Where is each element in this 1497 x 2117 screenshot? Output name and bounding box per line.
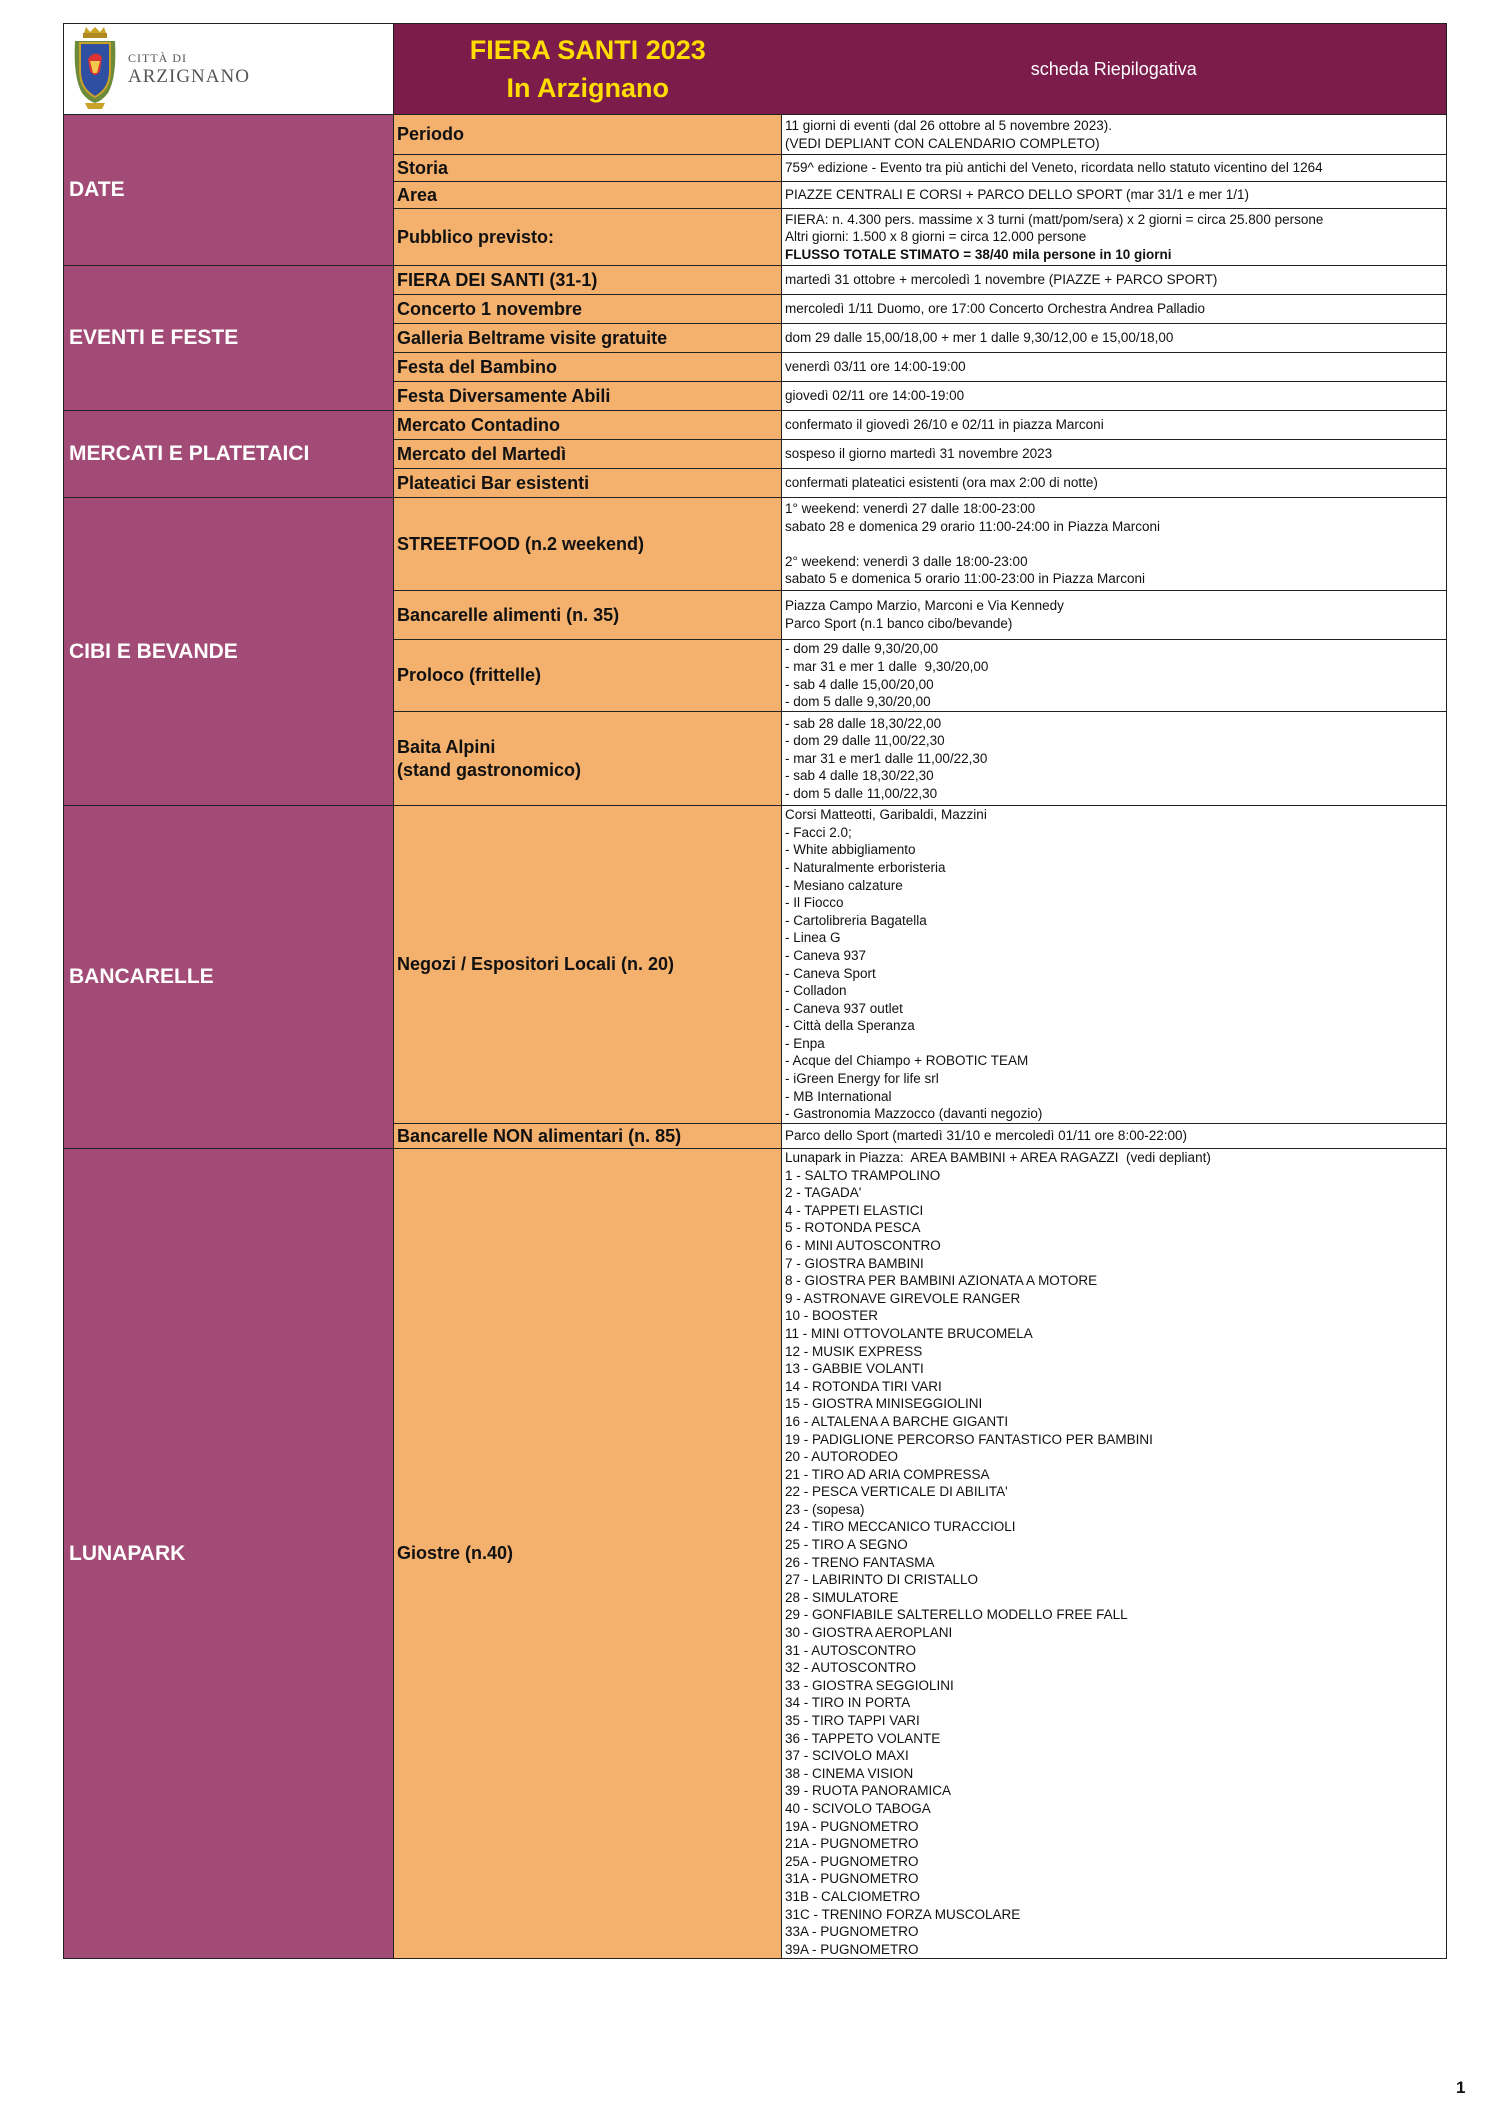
- row-detail: [782, 411, 1447, 440]
- detail-line: - Il Fiocco: [785, 895, 844, 911]
- detail-line: FIERA: n. 4.300 pers. massime x 3 turni (matt/pom/sera) x 2 giorni = circa 25.800 persone: [785, 211, 1324, 227]
- detail-line: - mar 31 e mer 1 dalle 9,30/20,00: [785, 658, 989, 674]
- logo-city-label: CITTÀ DI: [128, 50, 187, 65]
- detail-line: - Cartolibreria Bagatella: [785, 912, 927, 928]
- detail-line: - sab 4 dalle 18,30/22,30: [785, 768, 934, 784]
- row-label: Baita Alpini (stand gastronomico): [394, 712, 782, 806]
- detail-line: PIAZZE CENTRALI E CORSI + PARCO DELLO SPORT (mar 31/1 e mer 1/1): [785, 187, 1250, 203]
- detail-line: 39A - PUGNOMETRO: [785, 1941, 919, 1957]
- detail-line: Parco Sport (n.1 banco cibo/bevande): [785, 616, 1013, 631]
- logo-cell: [64, 24, 394, 115]
- detail-line: - dom 5 dalle 9,30/20,00: [785, 694, 931, 710]
- detail-line: 21 - TIRO AD ARIA COMPRESSA: [785, 1466, 990, 1482]
- row-detail: [782, 324, 1447, 353]
- detail-line: 31C - TRENINO FORZA MUSCOLARE: [785, 1906, 1021, 1922]
- detail-line: 36 - TAPPETO VOLANTE: [785, 1730, 941, 1746]
- row-detail: [782, 382, 1447, 411]
- detail-line: 26 - TRENO FANTASMA: [785, 1554, 935, 1570]
- detail-line: 25 - TIRO A SEGNO: [785, 1537, 908, 1553]
- row-detail: [782, 295, 1447, 324]
- detail-line: 33A - PUGNOMETRO: [785, 1924, 919, 1940]
- detail-line: 40 - SCIVOLO TABOGA: [785, 1800, 931, 1816]
- detail-line: Altri giorni: 1.500 x 8 giorni = circa 12.000 persone: [785, 229, 1087, 245]
- category-cell: BANCARELLE: [64, 806, 394, 1149]
- row-detail: [782, 1124, 1447, 1149]
- row-label: Concerto 1 novembre: [394, 295, 782, 324]
- detail-line: - Facci 2.0;: [785, 824, 852, 840]
- detail-line: 31B - CALCIOMETRO: [785, 1888, 921, 1904]
- detail-line: - mar 31 e mer1 dalle 11,00/22,30: [785, 750, 988, 766]
- row-detail: [782, 591, 1447, 640]
- row-label: Proloco (frittelle): [394, 640, 782, 712]
- detail-line: 31A - PUGNOMETRO: [785, 1871, 919, 1887]
- category-cell: MERCATI E PLATETAICI: [64, 411, 394, 498]
- detail-line: 13 - GABBIE VOLANTI: [785, 1361, 924, 1377]
- detail-line: confermati plateatici esistenti (ora max 2:00 di notte): [785, 475, 1098, 491]
- coat-of-arms-icon: [70, 27, 120, 111]
- row-label: FIERA DEI SANTI (31-1): [394, 266, 782, 295]
- row-detail: [782, 266, 1447, 295]
- sheet-type-label: scheda Riepilogativa: [1030, 58, 1197, 79]
- detail-line: FLUSSO TOTALE STIMATO = 38/40 mila persone in 10 giorni: [785, 246, 1172, 262]
- row-label: Giostre (n.40): [394, 1149, 782, 1959]
- detail-line: [785, 535, 1446, 553]
- detail-line: 8 - GIOSTRA PER BAMBINI AZIONATA A MOTORE: [785, 1273, 1098, 1289]
- detail-line: venerdì 03/11 ore 14:00-19:00: [785, 359, 966, 375]
- detail-line: sabato 5 e domenica 5 orario 11:00-23:00 in Piazza Marconi: [785, 571, 1145, 587]
- detail-line: - Linea G: [785, 930, 841, 946]
- detail-line: 19 - PADIGLIONE PERCORSO FANTASTICO PER BAMBINI: [785, 1431, 1153, 1447]
- detail-line: 27 - LABIRINTO DI CRISTALLO: [785, 1572, 979, 1588]
- row-detail: [782, 155, 1447, 182]
- row-label: Periodo: [394, 115, 782, 155]
- detail-line: 12 - MUSIK EXPRESS: [785, 1343, 923, 1359]
- table-row: [64, 806, 1447, 1124]
- detail-line: - dom 5 dalle 11,00/22,30: [785, 785, 938, 801]
- page-subtitle-location: In Arzignano: [506, 73, 669, 103]
- row-detail: [782, 1149, 1447, 1959]
- header-row: [64, 24, 1447, 115]
- row-label: Mercato Contadino: [394, 411, 782, 440]
- detail-line: - White abbigliamento: [785, 842, 916, 858]
- category-cell: DATE: [64, 115, 394, 266]
- table-row: [64, 498, 1447, 591]
- detail-line: - dom 29 dalle 9,30/20,00: [785, 641, 939, 657]
- table-row: [64, 1149, 1447, 1959]
- detail-line: 1 - SALTO TRAMPOLINO: [785, 1167, 941, 1183]
- detail-line: - Enpa: [785, 1035, 825, 1051]
- detail-line: 31 - AUTOSCONTRO: [785, 1642, 917, 1658]
- detail-line: 22 - PESCA VERTICALE DI ABILITA': [785, 1484, 1008, 1500]
- row-label: Galleria Beltrame visite gratuite: [394, 324, 782, 353]
- detail-line: 9 - ASTRONAVE GIREVOLE RANGER: [785, 1290, 1021, 1306]
- detail-line: 16 - ALTALENA A BARCHE GIGANTI: [785, 1413, 1009, 1429]
- row-detail: [782, 115, 1447, 155]
- detail-line: mercoledì 1/11 Duomo, ore 17:00 Concerto Orchestra Andrea Palladio: [785, 301, 1205, 317]
- detail-line: 38 - CINEMA VISION: [785, 1765, 914, 1781]
- detail-line: 1° weekend: venerdì 27 dalle 18:00-23:00: [785, 501, 1036, 517]
- detail-line: sabato 28 e domenica 29 orario 11:00-24:00 in Piazza Marconi: [785, 518, 1160, 534]
- category-cell: LUNAPARK: [64, 1149, 394, 1959]
- summary-table: [63, 23, 1447, 1959]
- detail-line: 33 - GIOSTRA SEGGIOLINI: [785, 1677, 954, 1693]
- detail-line: - Caneva Sport: [785, 965, 876, 981]
- row-label: Festa del Bambino: [394, 353, 782, 382]
- category-cell: EVENTI E FESTE: [64, 266, 394, 411]
- row-detail: [782, 806, 1447, 1124]
- row-label: Negozi / Espositori Locali (n. 20): [394, 806, 782, 1124]
- row-detail: [782, 209, 1447, 266]
- detail-line: 20 - AUTORODEO: [785, 1449, 899, 1465]
- detail-line: 19A - PUGNOMETRO: [785, 1818, 919, 1834]
- page-title: FIERA SANTI 2023: [469, 35, 706, 65]
- detail-line: 39 - RUOTA PANORAMICA: [785, 1783, 952, 1799]
- detail-line: 2 - TAGADA': [785, 1185, 862, 1201]
- detail-line: 32 - AUTOSCONTRO: [785, 1660, 917, 1676]
- row-label: Pubblico previsto:: [394, 209, 782, 266]
- detail-line: 14 - ROTONDA TIRI VARI: [785, 1378, 942, 1394]
- row-detail: [782, 498, 1447, 591]
- detail-line: - Caneva 937 outlet: [785, 1000, 903, 1016]
- detail-line: 23 - (sopesa): [785, 1501, 865, 1517]
- detail-line: (VEDI DEPLIANT CON CALENDARIO COMPLETO): [785, 135, 1100, 151]
- detail-line: 28 - SIMULATORE: [785, 1589, 899, 1605]
- category-cell: CIBI E BEVANDE: [64, 498, 394, 806]
- detail-line: 35 - TIRO TAPPI VARI: [785, 1713, 920, 1728]
- logo-city-name: ARZIGNANO: [128, 65, 250, 87]
- row-detail: [782, 440, 1447, 469]
- row-label: Storia: [394, 155, 782, 182]
- page-number: 1: [1456, 2078, 1466, 2097]
- detail-line: - sab 28 dalle 18,30/22,00: [785, 715, 942, 731]
- detail-line: 11 giorni di eventi (dal 26 ottobre al 5 novembre 2023).: [785, 117, 1112, 133]
- row-label: Bancarelle alimenti (n. 35): [394, 591, 782, 640]
- row-label: Area: [394, 182, 782, 209]
- row-detail: [782, 182, 1447, 209]
- detail-line: 759^ edizione - Evento tra più antichi del Veneto, ricordata nello statuto vicentino del 1264: [785, 160, 1323, 176]
- row-label: Festa Diversamente Abili: [394, 382, 782, 411]
- row-detail: [782, 640, 1447, 712]
- row-label: Plateatici Bar esistenti: [394, 469, 782, 498]
- detail-line: - sab 4 dalle 15,00/20,00: [785, 676, 934, 692]
- detail-line: - Mesiano calzature: [785, 877, 903, 893]
- detail-line: Lunapark in Piazza: AREA BAMBINI + AREA RAGAZZI (vedi depliant): [785, 1150, 1211, 1165]
- row-detail: [782, 353, 1447, 382]
- detail-line: 25A - PUGNOMETRO: [785, 1853, 919, 1869]
- sheet-type-cell: [782, 24, 1447, 115]
- row-label: Mercato del Martedì: [394, 440, 782, 469]
- detail-line: dom 29 dalle 15,00/18,00 + mer 1 dalle 9,30/12,00 e 15,00/18,00: [785, 330, 1174, 346]
- detail-line: 21A - PUGNOMETRO: [785, 1836, 919, 1852]
- detail-line: 4 - TAPPETI ELASTICI: [785, 1202, 924, 1218]
- detail-line: - MB International: [785, 1088, 892, 1104]
- detail-line: - Caneva 937: [785, 947, 867, 963]
- detail-line: 34 - TIRO IN PORTA: [785, 1695, 911, 1711]
- detail-line: 6 - MINI AUTOSCONTRO: [785, 1237, 941, 1253]
- detail-line: - Città della Speranza: [785, 1018, 915, 1034]
- row-detail: [782, 712, 1447, 806]
- detail-line: Parco dello Sport (martedì 31/10 e mercoledì 01/11 ore 8:00-22:00): [785, 1128, 1187, 1144]
- detail-line: 5 - ROTONDA PESCA: [785, 1220, 921, 1236]
- detail-line: 30 - GIOSTRA AEROPLANI: [785, 1625, 953, 1641]
- row-label: Bancarelle NON alimentari (n. 85): [394, 1124, 782, 1149]
- title-cell: [394, 24, 782, 115]
- detail-line: 11 - MINI OTTOVOLANTE BRUCOMELA: [785, 1325, 1033, 1341]
- detail-line: - iGreen Energy for life srl: [785, 1071, 939, 1087]
- detail-line: - Acque del Chiampo + ROBOTIC TEAM: [785, 1053, 1029, 1069]
- detail-line: - dom 29 dalle 11,00/22,30: [785, 733, 945, 749]
- detail-line: martedì 31 ottobre + mercoledì 1 novembre (PIAZZE + PARCO SPORT): [785, 272, 1218, 288]
- detail-line: Piazza Campo Marzio, Marconi e Via Kennedy: [785, 598, 1064, 614]
- detail-line: 15 - GIOSTRA MINISEGGIOLINI: [785, 1396, 983, 1412]
- detail-line: 24 - TIRO MECCANICO TURACCIOLI: [785, 1519, 1016, 1535]
- detail-line: 10 - BOOSTER: [785, 1308, 879, 1324]
- detail-line: - Naturalmente erboristeria: [785, 859, 946, 875]
- table-row: [64, 115, 1447, 155]
- detail-line: 29 - GONFIABILE SALTERELLO MODELLO FREE FALL: [785, 1607, 1128, 1623]
- row-detail: [782, 469, 1447, 498]
- detail-line: 7 - GIOSTRA BAMBINI: [785, 1255, 924, 1271]
- detail-line: 37 - SCIVOLO MAXI: [785, 1748, 909, 1764]
- detail-line: - Gastronomia Mazzocco (davanti negozio): [785, 1106, 1043, 1122]
- detail-line: confermato il giovedì 26/10 e 02/11 in piazza Marconi: [785, 417, 1104, 433]
- detail-line: giovedì 02/11 ore 14:00-19:00: [785, 388, 965, 404]
- detail-line: sospeso il giorno martedì 31 novembre 2023: [785, 446, 1053, 462]
- detail-line: 2° weekend: venerdì 3 dalle 18:00-23:00: [785, 553, 1028, 569]
- table-row: [64, 266, 1447, 295]
- row-label: STREETFOOD (n.2 weekend): [394, 498, 782, 591]
- detail-line: - Colladon: [785, 983, 847, 999]
- detail-line: Corsi Matteotti, Garibaldi, Mazzini: [785, 807, 987, 823]
- table-row: [64, 411, 1447, 440]
